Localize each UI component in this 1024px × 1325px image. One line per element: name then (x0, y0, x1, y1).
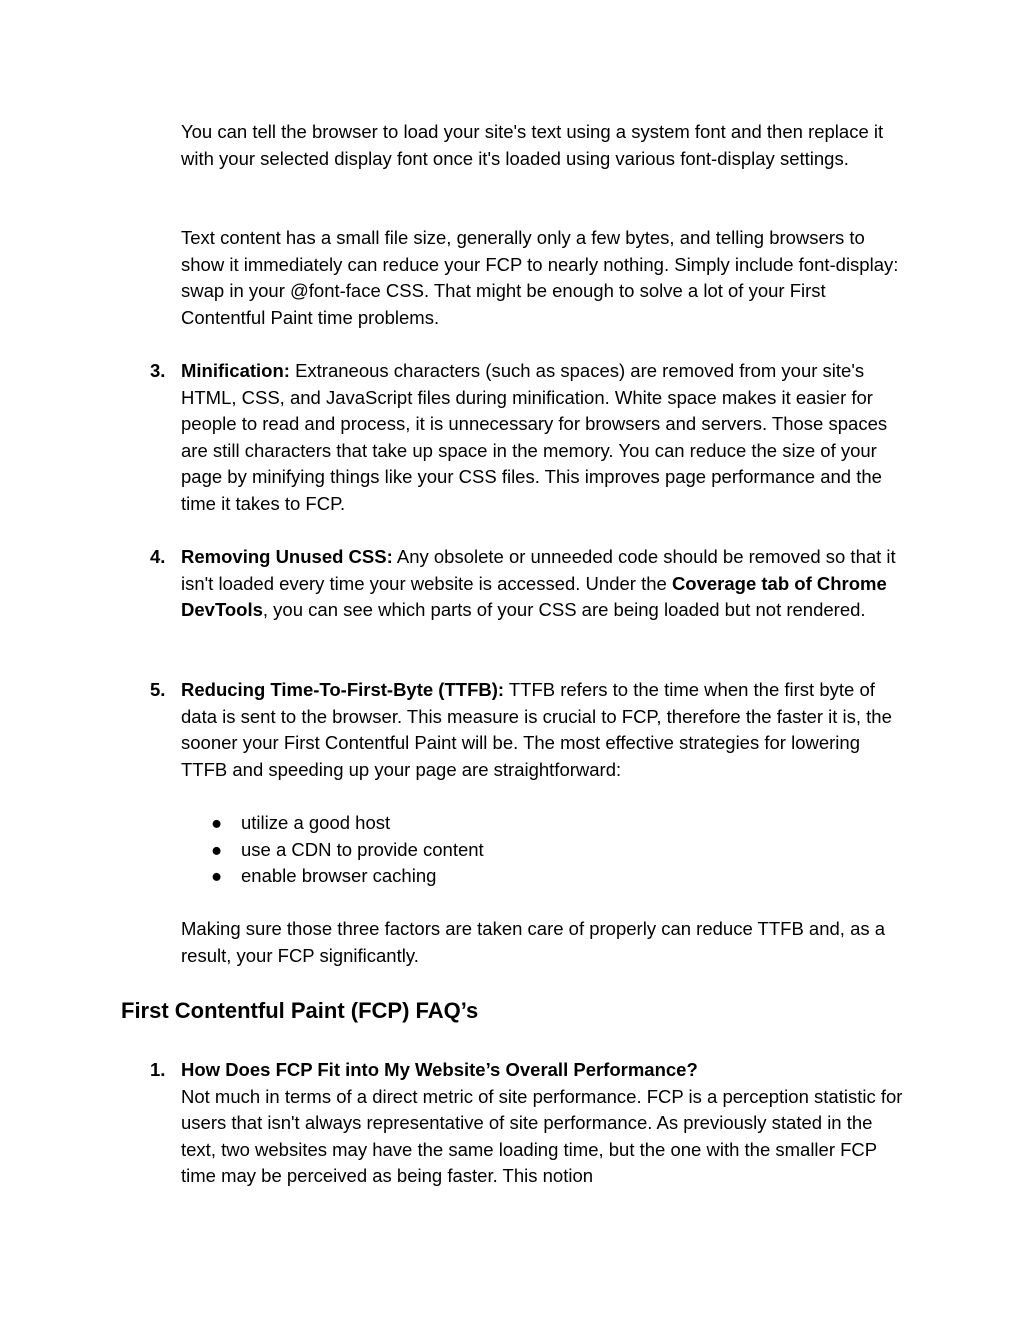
list-item-text: TTFB refers to the time when the first byte of data is sent to the browser. This measure is crucial to FCP, therefore the faster it is, the sooner your First Contentful Paint will be. The most effective strategies for lowering TTFB and speeding up your page are straightforward: (181, 679, 892, 780)
list-item (211, 863, 811, 890)
list-item-unused-css (150, 544, 911, 624)
list-item-text: Extraneous characters (such as spaces) are removed from your site's HTML, CSS, and JavaScript files during minification. White space makes it easier for people to read and process, it is unnecessary for browsers and servers. Those spaces are still characters that take up space in the memory. You can reduce the size of your page by minifying things like your CSS files. This improves page performance and the time it takes to FCP. (181, 360, 888, 514)
bullet-icon: ● (211, 865, 223, 887)
closing-paragraph: Making sure those three factors are taken care of properly can reduce TTFB and, as a result, your FCP significantly. (181, 918, 886, 966)
text-content-paragraph: Text content has a small file size, generally only a few bytes, and telling browsers to show it immediately can reduce your FCP to nearly nothing. Simply include font-display: swap in your @font-face CSS. That might be enough to solve a lot of your First Contentful Paint time problems. (181, 227, 899, 328)
faq-heading: First Contentful Paint (FCP) FAQ’s (121, 998, 479, 1023)
list-number: 5. (150, 679, 166, 700)
bullet-text: utilize a good host (241, 812, 391, 833)
faq-question: How Does FCP Fit into My Website’s Overall Performance? (181, 1059, 698, 1080)
list-item (211, 837, 811, 864)
list-item-text: , you can see which parts of your CSS are being loaded but not rendered. (262, 599, 866, 621)
ttfb-strategies-list (211, 810, 811, 890)
list-item-title: Reducing Time-To-First-Byte (TTFB): (181, 679, 505, 700)
coverage-tab-emphasis: Coverage tab of Chrome DevTools (181, 572, 887, 621)
list-item-ttfb (150, 677, 911, 783)
list-item (211, 810, 811, 837)
bullet-text: enable browser caching (241, 865, 437, 887)
list-number: 1. (150, 1059, 166, 1080)
list-item-text: Any obsolete or unneeded code should be removed so that it isn't loaded every time your website is accessed. Under the (181, 546, 896, 594)
list-item-title: Removing Unused CSS: (181, 546, 393, 567)
faq-item (150, 1057, 911, 1190)
list-item-minification (150, 358, 911, 518)
list-number: 4. (150, 546, 166, 567)
font-display-paragraph: You can tell the browser to load your site's text using a system font and then replace it with your selected display font once it's loaded using various font-display settings. (181, 121, 884, 169)
list-number: 3. (150, 360, 166, 381)
list-item-title: Minification: (181, 360, 290, 381)
faq-answer: Not much in terms of a direct metric of site performance. FCP is a perception statistic for users that isn't always representative of site performance. As previously stated in the text, two websites may have the same loading time, but the one with the smaller FCP time may be perceived as being faster. This notion (181, 1085, 903, 1187)
bullet-text: use a CDN to provide content (241, 838, 484, 860)
bullet-icon: ● (211, 812, 223, 833)
bullet-icon: ● (211, 838, 223, 860)
